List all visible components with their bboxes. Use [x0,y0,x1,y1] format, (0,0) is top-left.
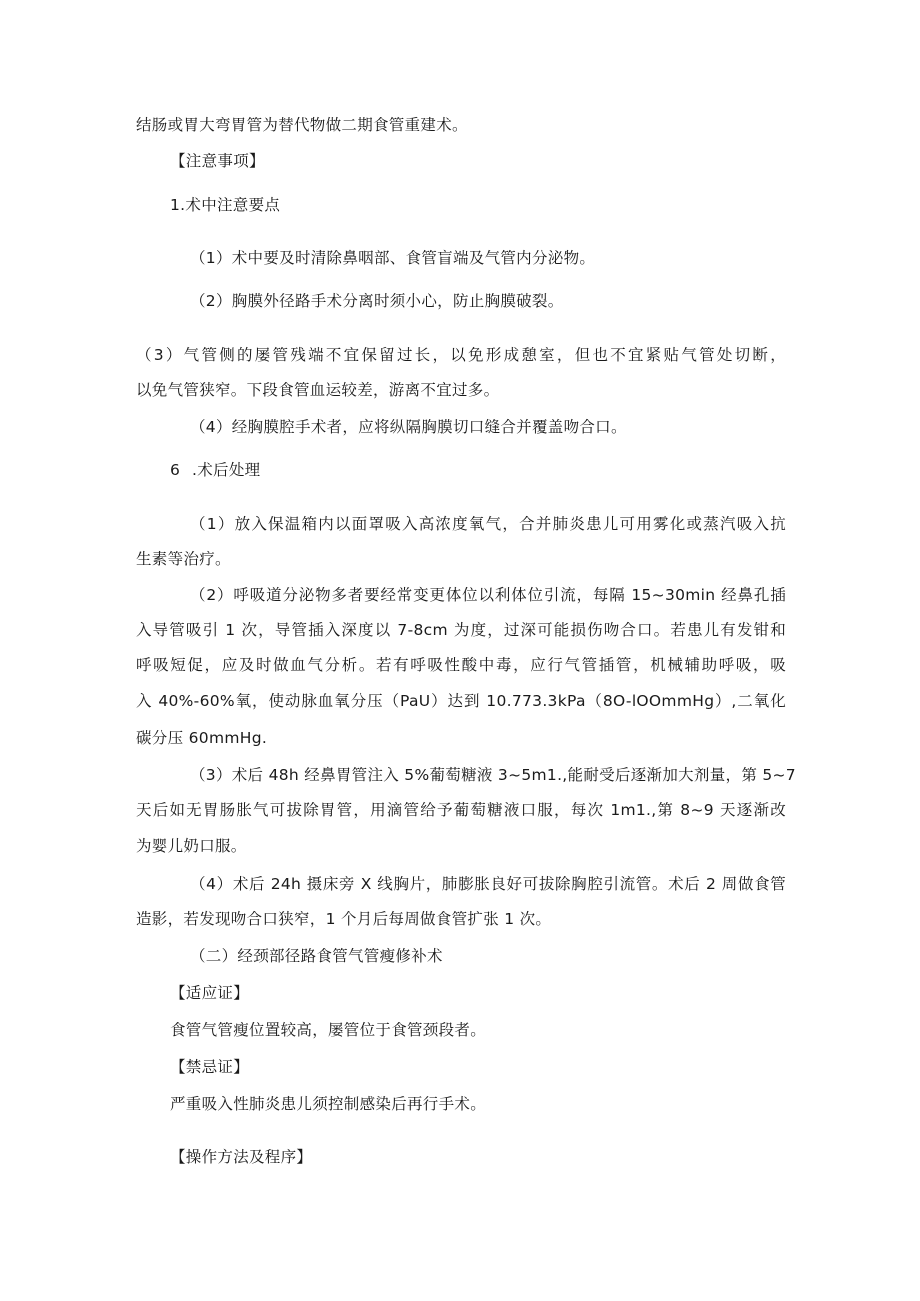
text-line: （4）术后 24h 摄床旁 X 线胸片，肺膨胀良好可拔除胸腔引流管。术后 2 周做食管 [190,875,786,893]
section-heading-contraindications: 【禁忌证】 [170,1058,250,1076]
subheading-cervical: （二）经颈部径路食管气管瘦修补术 [190,947,443,965]
text-line: （3）术后 48h 经鼻胃管注入 5%葡萄糖液 3~5m1.,能耐受后逐渐加大剂量，第 5~7 [190,766,796,784]
section-heading-notes: 【注意事项】 [170,152,265,170]
text-line: 造影，若发现吻合口狭窄，1 个月后每周做食管扩张 1 次。 [136,910,552,928]
text-line: （1）术中要及时清除鼻咽部、食管盲端及气管内分泌物。 [190,249,596,267]
text-line: 天后如无胃肠胀气可拔除胃管，用滴管给予葡萄糖液口服，每次 1m1.,第 8~9 天逐渐改 [136,801,786,819]
text-line: 严重吸入性肺炎患儿须控制感染后再行手术。 [170,1095,487,1113]
text-line: 以免气管狭窄。下段食管血运较差，游离不宜过多。 [136,381,500,399]
text-line: （4）经胸膜腔手术者，应将纵隔胸膜切口缝合并覆盖吻合口。 [190,418,627,436]
subheading-intraop: 1.术中注意要点 [170,196,281,214]
text-line: 呼吸短促，应及时做血气分析。若有呼吸性酸中毒，应行气管插管，机械辅助呼吸，吸 [136,656,786,674]
subheading-number: 6 [170,461,181,479]
subheading-postop: .术后处理 [192,461,261,479]
text-line: 为婴儿奶口服。 [136,837,247,855]
text-line: 入 40%-60%氧，使动脉血氧分压（PaU）达到 10.773.3kPa（8O-lOOmmHg）,二氧化 [136,692,786,710]
text-line: （3）气管侧的屡管残端不宜保留过长，以免形成憩室，但也不宜紧贴气管处切断， [136,346,786,364]
section-heading-procedure: 【操作方法及程序】 [170,1148,313,1166]
text-line: （2）呼吸道分泌物多者要经常变更体位以利体位引流，每隔 15~30min 经鼻孔插 [190,586,786,604]
text-line: 碳分压 60mmHg. [136,729,268,747]
text-line: （1）放入保温箱内以面罩吸入高浓度氧气，合并肺炎患儿可用雾化或蒸汽吸入抗 [190,515,786,533]
text-line: 入导管吸引 1 次，导管插入深度以 7-8cm 为度，过深可能损伤吻合口。若患儿有发钳和 [136,621,786,639]
text-line: 食管气管瘦位置较高，屡管位于食管颈段者。 [170,1021,487,1039]
text-line: （2）胸膜外径路手术分离时须小心，防止胸膜破裂。 [190,292,564,310]
text-line: 生素等治疗。 [136,550,231,568]
text-line: 结肠或胃大弯胃管为替代物做二期食管重建术。 [136,116,468,134]
section-heading-indications: 【适应证】 [170,984,250,1002]
